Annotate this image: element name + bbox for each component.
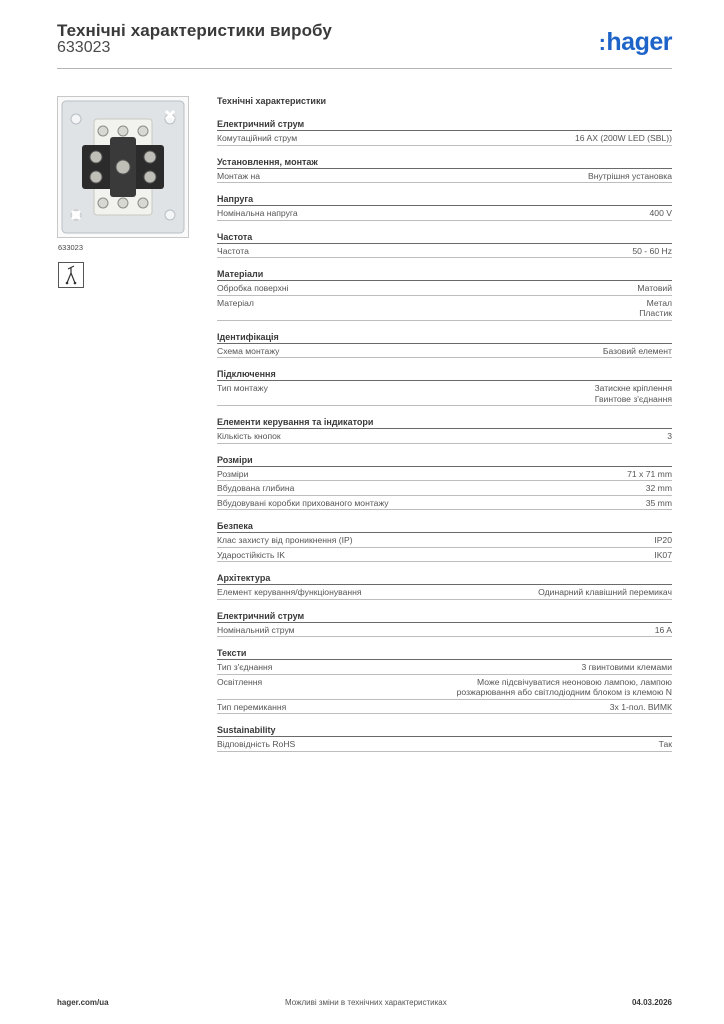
spec-row bbox=[217, 533, 672, 548]
group-title: Матеріали bbox=[217, 269, 672, 281]
spec-label: Розміри bbox=[217, 468, 249, 479]
group-title: Архітектура bbox=[217, 573, 672, 585]
group-title: Напруга bbox=[217, 194, 672, 206]
group-title: Електричний струм bbox=[217, 119, 672, 131]
product-image bbox=[57, 96, 189, 238]
spec-row bbox=[217, 496, 672, 511]
spec-label: Частота bbox=[217, 245, 249, 256]
spec-label: Вбудована глибина bbox=[217, 483, 295, 493]
spec-group-frequency bbox=[217, 232, 672, 259]
spec-label: Тип монтажу bbox=[217, 383, 268, 393]
spec-row bbox=[217, 585, 672, 600]
spec-row bbox=[217, 700, 672, 715]
spec-value: Матовий bbox=[637, 283, 672, 293]
spec-value: 35 mm bbox=[645, 497, 672, 508]
group-title: Електричний струм bbox=[217, 611, 672, 623]
spec-value: IK07 bbox=[654, 549, 672, 560]
spec-row bbox=[217, 244, 672, 259]
spec-group-texts bbox=[217, 648, 672, 714]
group-title: Розміри bbox=[217, 455, 672, 467]
spec-value: Так bbox=[658, 739, 672, 749]
spec-row bbox=[217, 281, 672, 296]
spec-row bbox=[217, 381, 672, 406]
group-title: Елементи керування та індикатори bbox=[217, 417, 672, 429]
spec-label: Кількість кнопок bbox=[217, 431, 281, 441]
spec-row bbox=[217, 344, 672, 359]
spec-group-electric-current bbox=[217, 119, 672, 146]
spec-label: Номінальний струм bbox=[217, 624, 295, 635]
spec-label: Матеріал bbox=[217, 297, 254, 308]
spec-label: Освітлення bbox=[217, 676, 263, 687]
spec-row bbox=[217, 675, 672, 700]
group-title: Установлення, монтаж bbox=[217, 157, 672, 169]
spec-value: 400 V bbox=[649, 208, 672, 218]
spec-row bbox=[217, 548, 672, 563]
spec-row bbox=[217, 169, 672, 184]
spec-row bbox=[217, 623, 672, 638]
page-title: Технічні характеристики виробу bbox=[57, 21, 332, 40]
spec-row bbox=[217, 481, 672, 496]
group-title: Sustainability bbox=[217, 725, 672, 737]
group-title: Тексти bbox=[217, 648, 672, 660]
switch-symbol-icon bbox=[58, 262, 84, 288]
spec-group-electric-current-2 bbox=[217, 611, 672, 638]
spec-label: Вбудовувані коробки прихованого монтажу bbox=[217, 497, 389, 508]
spec-label: Номінальна напруга bbox=[217, 208, 298, 218]
spec-value: 32 mm bbox=[645, 483, 672, 493]
logo-text: hager bbox=[606, 28, 672, 56]
spec-value: Затискне кріплення Гвинтове з'єднання bbox=[594, 383, 672, 404]
spec-label: Обробка поверхні bbox=[217, 283, 289, 293]
spec-group-safety bbox=[217, 521, 672, 562]
footer-disclaimer: Можливі зміни в технічних характеристиках bbox=[285, 998, 447, 1007]
spec-value: 71 x 71 mm bbox=[627, 468, 672, 479]
spec-label: Відповідність RoHS bbox=[217, 739, 296, 749]
spec-group-materials bbox=[217, 269, 672, 321]
footer-website-link[interactable]: hager.com/ua bbox=[57, 998, 109, 1007]
spec-group-identification bbox=[217, 332, 672, 359]
spec-row bbox=[217, 131, 672, 146]
spec-row bbox=[217, 660, 672, 675]
spec-value: 16 AX (200W LED (SBL)) bbox=[575, 133, 672, 143]
spec-value: 16 A bbox=[654, 624, 672, 635]
spec-label: Клас захисту від проникнення (IP) bbox=[217, 535, 353, 545]
group-title: Безпека bbox=[217, 521, 672, 533]
group-title: Частота bbox=[217, 232, 672, 244]
spec-label: Тип з'єднання bbox=[217, 662, 273, 672]
spec-value: Одинарний клавішний перемикач bbox=[538, 587, 672, 597]
spec-label: Елемент керування/функціонування bbox=[217, 587, 362, 597]
spec-value: Внутрішня установка bbox=[587, 170, 672, 181]
spec-value: 3 bbox=[667, 431, 672, 441]
spec-row bbox=[217, 429, 672, 444]
logo-dots-icon: : bbox=[598, 30, 606, 55]
spec-value: Може підсвічуватися неоновою лампою, лампою розжарювання або світлодіодним блоком із клемою N bbox=[456, 676, 672, 697]
spec-table-title: Технічні характеристики bbox=[217, 96, 326, 106]
header-divider bbox=[57, 68, 672, 69]
spec-value: 3x 1-пол. ВИМК bbox=[609, 701, 672, 712]
spec-label: Комутаційний струм bbox=[217, 133, 298, 143]
spec-row bbox=[217, 737, 672, 752]
spec-group-controls bbox=[217, 417, 672, 444]
spec-group-installation bbox=[217, 157, 672, 184]
image-caption: 633023 bbox=[58, 243, 84, 252]
spec-label: Монтаж на bbox=[217, 170, 261, 181]
spec-row bbox=[217, 467, 672, 482]
spec-value: Базовий елемент bbox=[602, 345, 672, 356]
spec-value: 50 - 60 Hz bbox=[632, 245, 672, 256]
footer-date: 04.03.2026 bbox=[631, 998, 672, 1007]
product-code: 633023 bbox=[57, 39, 111, 56]
spec-value: Метал Пластик bbox=[639, 297, 672, 318]
group-title: Ідентифікація bbox=[217, 332, 672, 344]
spec-value: IP20 bbox=[654, 535, 672, 545]
spec-row bbox=[217, 296, 672, 321]
hager-logo[interactable] bbox=[599, 28, 672, 57]
spec-group-connection bbox=[217, 369, 672, 406]
spec-label: Тип перемикання bbox=[217, 701, 287, 712]
spec-row bbox=[217, 206, 672, 221]
spec-group-architecture bbox=[217, 573, 672, 600]
spec-group-voltage bbox=[217, 194, 672, 221]
switch-mechanism-icon bbox=[58, 97, 188, 237]
spec-table bbox=[217, 96, 672, 763]
spec-group-sustainability bbox=[217, 725, 672, 752]
spec-group-dimensions bbox=[217, 455, 672, 511]
group-title: Підключення bbox=[217, 369, 672, 381]
spec-label: Ударостійкість IK bbox=[217, 549, 285, 560]
spec-value: 3 гвинтовими клемами bbox=[581, 662, 672, 672]
spec-label: Схема монтажу bbox=[217, 345, 280, 356]
